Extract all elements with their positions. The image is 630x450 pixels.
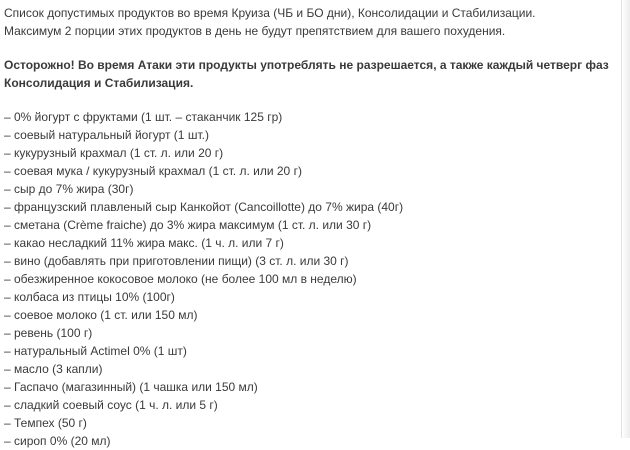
warning-paragraph bbox=[4, 56, 630, 92]
list-item: – какао несладкий 11% жира макс. (1 ч. л. или 7 г) bbox=[4, 236, 284, 250]
list-item: – 0% йогурт с фруктами (1 шт. – стаканчик 125 гр) bbox=[4, 110, 283, 124]
list-item: – соевое молоко (1 ст. или 150 мл) bbox=[4, 308, 198, 322]
list-item: – сироп 0% (20 мл) bbox=[4, 434, 111, 448]
list-item: – Гаспачо (магазинный) (1 чашка или 150 мл) bbox=[4, 380, 258, 394]
list-item: – сладкий соевый соус (1 ч. л. или 5 г) bbox=[4, 398, 218, 412]
warning-line-1: Осторожно! Во время Атаки эти продукты употреблять не разрешается, а также каждый четверг фаз bbox=[4, 58, 609, 72]
list-item: – сметана (Crème fraiche) до 3% жира максимум (1 ст. л. или 30 г) bbox=[4, 218, 372, 232]
allowed-products-list bbox=[4, 108, 630, 450]
list-item: – французский плавленый сыр Канкойот (Cancoillotte) до 7% жира (40г) bbox=[4, 200, 404, 214]
list-item: – колбаса из птицы 10% (100г) bbox=[4, 290, 175, 304]
list-item: – ревень (100 г) bbox=[4, 326, 93, 340]
list-item: – Темпех (50 г) bbox=[4, 416, 87, 430]
intro-line-1: Список допустимых продуктов во время Круиза (ЧБ и БО дни), Консолидации и Стабилизации. bbox=[4, 6, 536, 20]
list-item: – соевая мука / кукурузный крахмал (1 ст. л. или 20 г) bbox=[4, 164, 302, 178]
warning-line-2: Консолидация и Стабилизация. bbox=[4, 76, 194, 90]
list-item: – обезжиренное кокосовое молоко (не более 100 мл в неделю) bbox=[4, 272, 357, 286]
list-item: – масло (3 капли) bbox=[4, 362, 103, 376]
list-item: – сыр до 7% жира (30г) bbox=[4, 182, 134, 196]
list-item: – вино (добавлять при приготовлении пищи) (3 ст. л. или 30 г) bbox=[4, 254, 349, 268]
scrollbar-track[interactable] bbox=[621, 0, 630, 438]
intro-line-2: Максимум 2 порции этих продуктов в день не будут препятствием для вашего похудения. bbox=[4, 24, 506, 38]
list-item: – соевый натуральный йогурт (1 шт.) bbox=[4, 128, 209, 142]
list-item: – натуральный Actimel 0% (1 шт) bbox=[4, 344, 187, 358]
intro-paragraph bbox=[4, 4, 630, 40]
list-item: – кукурузный крахмал (1 ст. л. или 20 г) bbox=[4, 146, 224, 160]
